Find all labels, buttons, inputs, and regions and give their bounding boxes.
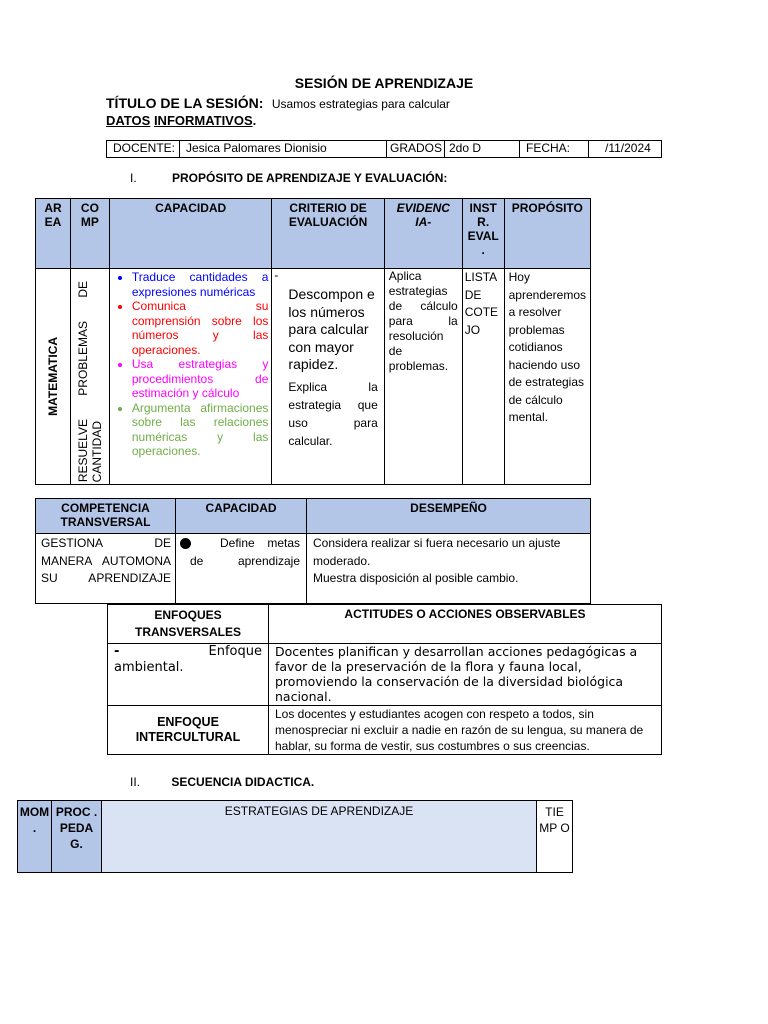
section-2-number: II. bbox=[130, 775, 141, 789]
actitud-1-text: Docentes planifican y desarrollan acciones pedagógicas a favor de la preservación de la flora y fauna local, promoviendo la conservación de la diversidad biológica nacional. bbox=[275, 644, 638, 704]
proposito-table bbox=[35, 198, 591, 485]
instrumento-cell bbox=[462, 269, 504, 485]
header-comp: CO MP bbox=[70, 199, 109, 269]
evidencia-text: Aplica estrategias de cálculo para la resolución de problemas. bbox=[388, 269, 458, 373]
competencia-text: RESUELVE PROBLEMAS DE bbox=[75, 280, 90, 482]
session-title-row bbox=[106, 95, 450, 113]
header-enfoques: ENFOQUES TRANSVERSALES bbox=[108, 605, 269, 644]
section-2-title: SECUENCIA DIDACTICA. bbox=[171, 775, 315, 789]
capacidad-item bbox=[132, 299, 269, 357]
docente-label: DOCENTE: bbox=[107, 141, 180, 158]
section-1-number: I. bbox=[130, 171, 137, 185]
fecha-label: FECHA: bbox=[520, 141, 589, 158]
header-capacidad: CAPACIDAD bbox=[109, 199, 272, 269]
grados-value: 2do D bbox=[445, 141, 520, 158]
header-area: AR EA bbox=[36, 199, 71, 269]
desempeno-1: Considera realizar si fuera necesario un ajuste moderado. bbox=[313, 536, 561, 568]
header-competencia-transversal: COMPETENCIA TRANSVERSAL bbox=[36, 499, 176, 534]
info-table bbox=[106, 140, 662, 158]
actitud-2-text: Los docentes y estudiantes acogen con respeto a todos, sin menospreciar ni excluir a nadie en razón de su lengua, su manera de hablar, su forma de vestir, sus costumbres o sus creencias. bbox=[275, 707, 644, 753]
capacidad-item bbox=[132, 357, 269, 401]
header-tiempo: TIE MP O bbox=[537, 801, 573, 873]
header-proceso: PROC . PEDA G. bbox=[52, 801, 102, 873]
informativos-label: INFORMATIVOS bbox=[153, 113, 253, 128]
criterio-cell bbox=[272, 269, 384, 485]
capacidades-cell bbox=[109, 269, 272, 485]
session-value: Usamos estrategias para calcular bbox=[271, 97, 450, 111]
enfoque-ambiental-b: ambiental. bbox=[114, 660, 184, 675]
capacidad-item bbox=[132, 401, 269, 459]
header-actitudes: ACTITUDES O ACCIONES OBSERVABLES bbox=[269, 605, 662, 644]
header-proposito: PROPÓSITO bbox=[504, 199, 590, 269]
criterio-2: Explica la estrategia que uso para calcular. bbox=[288, 379, 378, 448]
competencia-transversal-table bbox=[35, 498, 591, 604]
proposito-text: Hoy aprenderemos a resolver problemas cotidianos haciendo uso de estrategias de cálculo mental. bbox=[508, 270, 587, 424]
header-momento: MOM . bbox=[18, 801, 52, 873]
desempeno-2: Muestra disposición al posible cambio. bbox=[313, 571, 519, 585]
enfoque-ambiental-line bbox=[114, 644, 262, 660]
capacidad-transversal-text: Define metas de aprendizaje bbox=[190, 536, 300, 568]
datos-informativos bbox=[106, 113, 256, 128]
desempeno-cell bbox=[307, 534, 591, 604]
proposito-cell bbox=[504, 269, 590, 485]
header-instrumento: INST R. EVAL . bbox=[462, 199, 504, 269]
competencia-text-2: CANTIDAD bbox=[89, 420, 104, 482]
capacidad-text: Comunica su comprensión sobre los números y las operaciones. bbox=[131, 299, 269, 357]
capacidad-transversal-row bbox=[180, 535, 300, 570]
capacidad-text: Traduce cantidades a expresiones numéricas bbox=[131, 270, 269, 299]
page-title bbox=[0, 75, 768, 91]
header-evidencia: EVIDENC IA- bbox=[384, 199, 462, 269]
enfoque-intercultural-cell bbox=[108, 706, 269, 755]
capacidad-text: Argumenta afirmaciones sobre las relaciones numéricas y las operaciones. bbox=[131, 400, 269, 458]
header-criterio: CRITERIO DE EVALUACIÓN bbox=[272, 199, 384, 269]
datos-label: DATOS bbox=[106, 113, 151, 128]
enfoque-ambiental-cell bbox=[108, 644, 269, 706]
section-1-heading bbox=[130, 171, 447, 185]
capacidad-text: Usa estrategias y procedimientos de estimación y cálculo bbox=[131, 357, 269, 400]
competencia-cell bbox=[70, 269, 109, 485]
enfoque-ambiental-a: Enfoque bbox=[208, 644, 262, 659]
header-capacidad-2: CAPACIDAD bbox=[176, 499, 307, 534]
session-label: TÍTULO DE LA SESIÓN: bbox=[106, 95, 264, 111]
enfoque-intercultural-text: ENFOQUE INTERCULTURAL bbox=[135, 715, 241, 744]
criterio-dash: - bbox=[274, 268, 279, 282]
area-cell bbox=[36, 269, 71, 485]
competencia-transversal-cell bbox=[36, 534, 176, 604]
section-2-heading bbox=[130, 775, 314, 789]
actitud-1-cell bbox=[269, 644, 662, 706]
capacidad-transversal-cell bbox=[176, 534, 307, 604]
section-1-title: PROPÓSITO DE APRENDIZAJE Y EVALUACIÓN: bbox=[172, 171, 448, 185]
datos-dot: . bbox=[252, 113, 257, 128]
capacidad-item bbox=[132, 270, 269, 299]
header-desempeno: DESEMPEÑO bbox=[307, 499, 591, 534]
grados-label: GRADOS bbox=[387, 141, 445, 158]
enfoques-table bbox=[107, 604, 662, 755]
enfoque-ambiental-dash: - bbox=[114, 644, 120, 659]
evidencia-cell bbox=[384, 269, 462, 485]
header-estrategias: ESTRATEGIAS DE APRENDIZAJE bbox=[102, 801, 537, 873]
secuencia-table bbox=[17, 800, 573, 873]
criterio-1: Descompon e los números para calcular con mayor rapidez. bbox=[288, 286, 375, 372]
area-text: MATEMATICA bbox=[45, 337, 60, 416]
fecha-value: /11/2024 bbox=[589, 141, 662, 158]
instrumento-text: LISTA DE COTE JO bbox=[464, 270, 499, 337]
docente-value: Jesica Palomares Dionisio bbox=[180, 141, 387, 158]
capacidades-list bbox=[114, 270, 269, 459]
competencia-transversal-text: GESTIONA DE MANERA AUTOMONA SU APRENDIZAJE bbox=[41, 536, 171, 585]
actitud-2-cell bbox=[269, 706, 662, 755]
page-title-text: SESIÓN DE APRENDIZAJE bbox=[294, 75, 474, 91]
